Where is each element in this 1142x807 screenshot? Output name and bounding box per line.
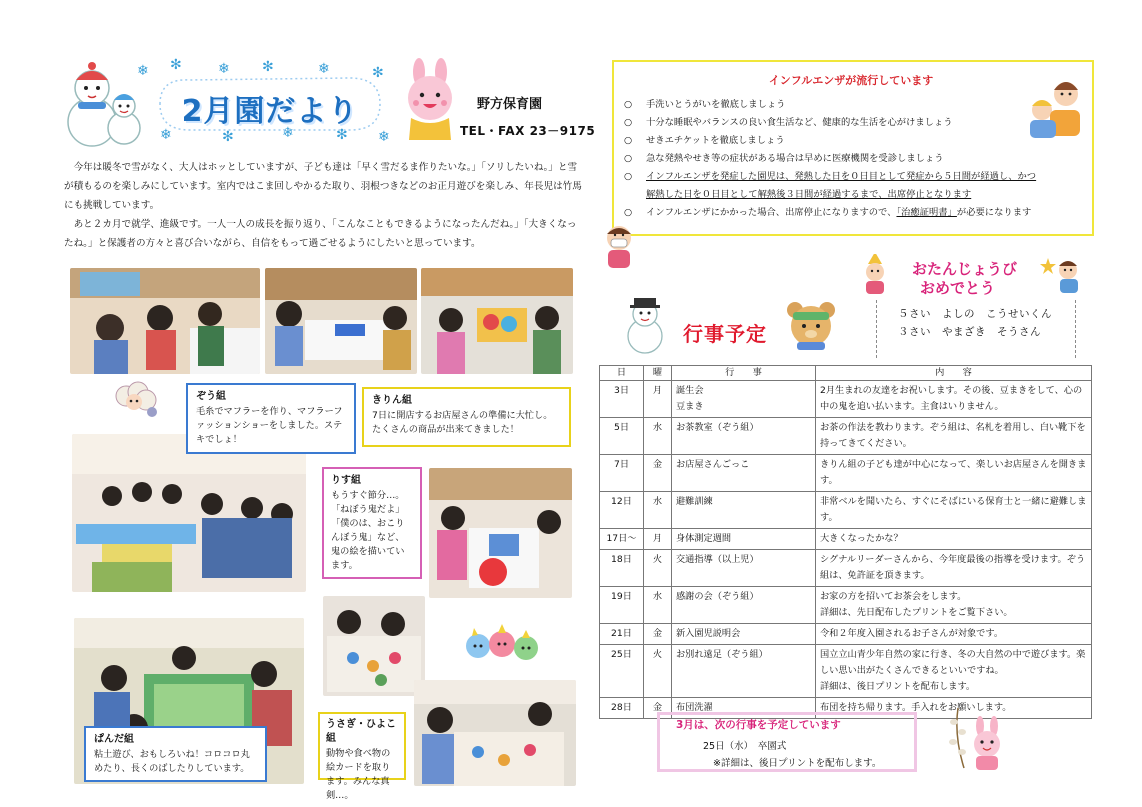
snowflake-icon: ❄ xyxy=(218,61,230,77)
event-content: 布団を持ち帰ります。手入れをお願いします。 xyxy=(816,698,1092,719)
column-header: 行 事 xyxy=(672,366,816,381)
snowflake-icon: ❄ xyxy=(282,125,294,141)
column-header: 日 xyxy=(600,366,644,381)
list-item xyxy=(620,114,1082,132)
caption-text: 7日に開店するお店屋さんの準備に大忙し。たくさんの商品が出来てきました！ xyxy=(372,410,553,435)
event-content: 大きくなったかな？ xyxy=(816,529,1092,550)
snowflake-icon: ✻ xyxy=(262,59,274,75)
tel-fax: TEL・FAX 23－9175 xyxy=(460,124,596,138)
caption-text: 動物や食べ物の絵カードを取ります。みんな真剣…。 xyxy=(326,748,391,801)
march-event: 25日（水） 卒園式 xyxy=(703,741,787,752)
snowflake-icon: ❄ xyxy=(378,129,390,145)
photo-kirin-products xyxy=(421,268,573,374)
list-item-text: インフルエンザを発症した園児は、発熱した日を０日目として発症から５日間が経過し、かつ xyxy=(646,171,1037,182)
event-name: お別れ遠足（ぞう組） xyxy=(672,645,816,698)
table-header-row xyxy=(600,366,1092,381)
caption-title: ぞう組 xyxy=(196,391,226,402)
events-body xyxy=(600,381,1092,719)
rabbit-icon xyxy=(966,716,1008,772)
event-name: お店屋さんごっこ xyxy=(672,455,816,492)
photo-kirin-shop xyxy=(265,268,417,374)
march-title: 3月は、次の行事を予定しています xyxy=(676,719,841,731)
caption-kirin xyxy=(362,387,571,447)
table-row xyxy=(600,381,1092,418)
bullet-circle-icon: ○ xyxy=(624,117,633,128)
event-name: お茶教室（ぞう組） xyxy=(672,418,816,455)
snowflake-icon: ✻ xyxy=(336,127,348,143)
caption-text: もうすぐ節分…。「ねぼう鬼だよ」「僕のは、おこりんぼう鬼」など、鬼の絵を描いています。 xyxy=(331,490,405,571)
event-name: 避難訓練 xyxy=(672,492,816,529)
rabbit-illustration xyxy=(393,58,469,142)
event-day: 17日～ xyxy=(600,529,644,550)
event-content: 2月生まれの友達をお祝いします。その後、豆まきをして、心の中の鬼を追い払います。主食はいりません。 xyxy=(816,381,1092,418)
caption-title: きりん組 xyxy=(372,395,412,406)
table-row xyxy=(600,455,1092,492)
event-name: 感謝の会（ぞう組） xyxy=(672,587,816,624)
table-row xyxy=(600,587,1092,624)
page-title: 2月園だより xyxy=(181,94,359,129)
handwashing-illustration xyxy=(1020,78,1084,140)
event-content: 令和２年度入園されるお子さんが対象です。 xyxy=(816,624,1092,645)
oni-illustration xyxy=(462,622,544,672)
event-day: 18日 xyxy=(600,550,644,587)
snowflake-icon: ✻ xyxy=(222,129,234,145)
list-item xyxy=(620,204,1082,222)
table-row xyxy=(600,624,1092,645)
school-name: 野方保育園 xyxy=(477,97,543,112)
bullet-circle-icon: ○ xyxy=(624,153,633,164)
bullet-circle-icon: ○ xyxy=(624,207,633,218)
event-day: 5日 xyxy=(600,418,644,455)
influenza-list xyxy=(620,96,1082,222)
bullet-circle-icon: ○ xyxy=(624,135,633,146)
intro-paragraph: あと２カ月で就学、進級です。一人一人の成長を振り返り、「こんなこともできるようになったんだね。」「大きくなったね。」と保護者の方々と喜び合いながら、自信をもって過ごせるようにしたいと思っています。 xyxy=(64,219,577,249)
event-content: 国立立山青少年自然の家に行き、冬の大自然の中で遊びます。楽しい思い出がたくさんできるといいですね。 詳細は、後日プリントを配布します。 xyxy=(816,645,1092,698)
caption-zou xyxy=(186,383,356,454)
photo-risu-oni-drawing xyxy=(429,468,572,598)
bullet-circle-icon: ○ xyxy=(624,99,633,110)
photo-zou-fashion-show xyxy=(72,434,306,592)
list-item-text: せきエチケットを徹底しましょう xyxy=(646,135,785,146)
snowflake-icon: ✻ xyxy=(170,57,182,73)
certificate-text: 「治癒証明書」 xyxy=(896,207,957,218)
list-item xyxy=(620,132,1082,150)
intro-text xyxy=(64,158,584,253)
table-row xyxy=(600,529,1092,550)
event-day: 21日 xyxy=(600,624,644,645)
photo-zou-scarves xyxy=(70,268,260,374)
mask-child-illustration xyxy=(602,222,636,268)
list-item xyxy=(620,168,1082,204)
event-name: 交通指導（以上児） xyxy=(672,550,816,587)
birthday-title-line: おたんじょうび xyxy=(912,260,1018,278)
list-item-text: 急な発熱やせき等の症状がある場合は早めに医療機関を受診しましょう xyxy=(646,153,944,164)
snowflake-icon: ✻ xyxy=(372,65,384,81)
birthday-title xyxy=(912,260,1017,298)
event-weekday: 金 xyxy=(644,455,672,492)
caption-text: 毛糸でマフラーを作り、マフラーファッションショーをしました。ステキでしょ！ xyxy=(196,406,343,445)
table-row xyxy=(600,418,1092,455)
caption-title: うさぎ・ひよこ組 xyxy=(326,719,396,744)
event-day: 19日 xyxy=(600,587,644,624)
march-note: ※詳細は、後日プリントを配布します。 xyxy=(713,758,882,769)
list-item-text: 手洗いとうがいを徹底しましょう xyxy=(646,99,786,110)
photo-usagi-karuta xyxy=(414,680,576,786)
table-row xyxy=(600,492,1092,529)
list-item-text: 十分な睡眠やバランスの良い食生活など、健康的な生活を心がけましょう xyxy=(646,117,953,128)
photo-usagi-cards xyxy=(323,596,425,696)
birthday-entry: ３さい やまざき そうさん xyxy=(898,326,1041,338)
list-item-text: インフルエンザにかかった場合、出席停止になりますので、 xyxy=(646,207,897,218)
event-content: シグナルリーダーさんから、今年度最後の指導を受けます。ぞう組は、免許証を頂きます。 xyxy=(816,550,1092,587)
caption-usagi xyxy=(318,712,406,801)
events-title: 行事予定 xyxy=(683,322,767,346)
event-name: 誕生会 豆まき xyxy=(672,381,816,418)
willow-branch-illustration xyxy=(944,706,968,770)
birthday-title-line: おめでとう xyxy=(920,279,996,297)
table-row xyxy=(600,550,1092,587)
event-content: お家の方を招いてお茶会をします。 詳細は、先日配布したプリントをご覧下さい。 xyxy=(816,587,1092,624)
column-header: 曜 xyxy=(644,366,672,381)
caption-panda xyxy=(84,726,267,782)
snowman-illustration xyxy=(64,58,142,150)
event-name: 身体測定週間 xyxy=(672,529,816,550)
event-day: 3日 xyxy=(600,381,644,418)
caption-title: りす組 xyxy=(331,475,361,486)
child-star-illustration xyxy=(1040,254,1084,294)
event-day: 28日 xyxy=(600,698,644,719)
intro-paragraph: 今年は暖冬で雪がなく、大人はホッとしていますが、子ども達は「早く雪だるま作りたいな。」「ソリしたいね。」と雪が積もるのを楽しみにしています。室内ではこま回しやかるた取り、羽根つきなどのお正月遊びを楽しみ、年長児は竹馬にも挑戦しています。 xyxy=(64,162,582,211)
event-weekday: 火 xyxy=(644,550,672,587)
snowflake-icon: ❄ xyxy=(318,61,330,77)
table-row xyxy=(600,645,1092,698)
event-weekday: 金 xyxy=(644,698,672,719)
sheep-illustration xyxy=(112,378,158,418)
bullet-circle-icon: ○ xyxy=(624,171,633,182)
event-weekday: 月 xyxy=(644,529,672,550)
list-item xyxy=(620,96,1082,114)
snowflake-icon: ❄ xyxy=(160,127,172,143)
caption-title: ぱんだ組 xyxy=(94,734,134,745)
event-name: 新入園児説明会 xyxy=(672,624,816,645)
events-table xyxy=(599,365,1092,719)
birthday-entry: ５さい よしの こうせいくん xyxy=(898,308,1052,320)
caption-text: 粘土遊び、おもしろいね！コロコロ丸めたり、長くのばしたりしています。 xyxy=(94,749,250,774)
event-day: 7日 xyxy=(600,455,644,492)
list-item-text: が必要になります xyxy=(956,207,1032,218)
event-weekday: 金 xyxy=(644,624,672,645)
snowflake-icon: ❄ xyxy=(137,63,149,79)
event-name: 布団洗濯 xyxy=(672,698,816,719)
event-content: 非常ベルを聞いたら、すぐにそばにいる保育士と一緒に避難します。 xyxy=(816,492,1092,529)
list-item xyxy=(620,150,1082,168)
list-item-text: 解熱した日を０日目として解熱後３日間が経過するまで、出席停止となります xyxy=(646,189,972,200)
column-header: 内 容 xyxy=(816,366,1092,381)
event-weekday: 月 xyxy=(644,381,672,418)
event-weekday: 水 xyxy=(644,492,672,529)
child-party-illustration xyxy=(858,254,892,294)
event-content: お茶の作法を教わります。ぞう組は、名札を着用し、白い靴下を持ってきてください。 xyxy=(816,418,1092,455)
event-weekday: 水 xyxy=(644,418,672,455)
snowman-icon xyxy=(614,296,676,354)
caption-risu xyxy=(322,467,422,579)
event-day: 12日 xyxy=(600,492,644,529)
bear-illustration xyxy=(783,298,839,350)
event-weekday: 火 xyxy=(644,645,672,698)
influenza-title: インフルエンザが流行しています xyxy=(768,74,934,87)
event-day: 25日 xyxy=(600,645,644,698)
event-content: きりん組の子ども達が中心になって、楽しいお店屋さんを開きます。 xyxy=(816,455,1092,492)
event-weekday: 水 xyxy=(644,587,672,624)
